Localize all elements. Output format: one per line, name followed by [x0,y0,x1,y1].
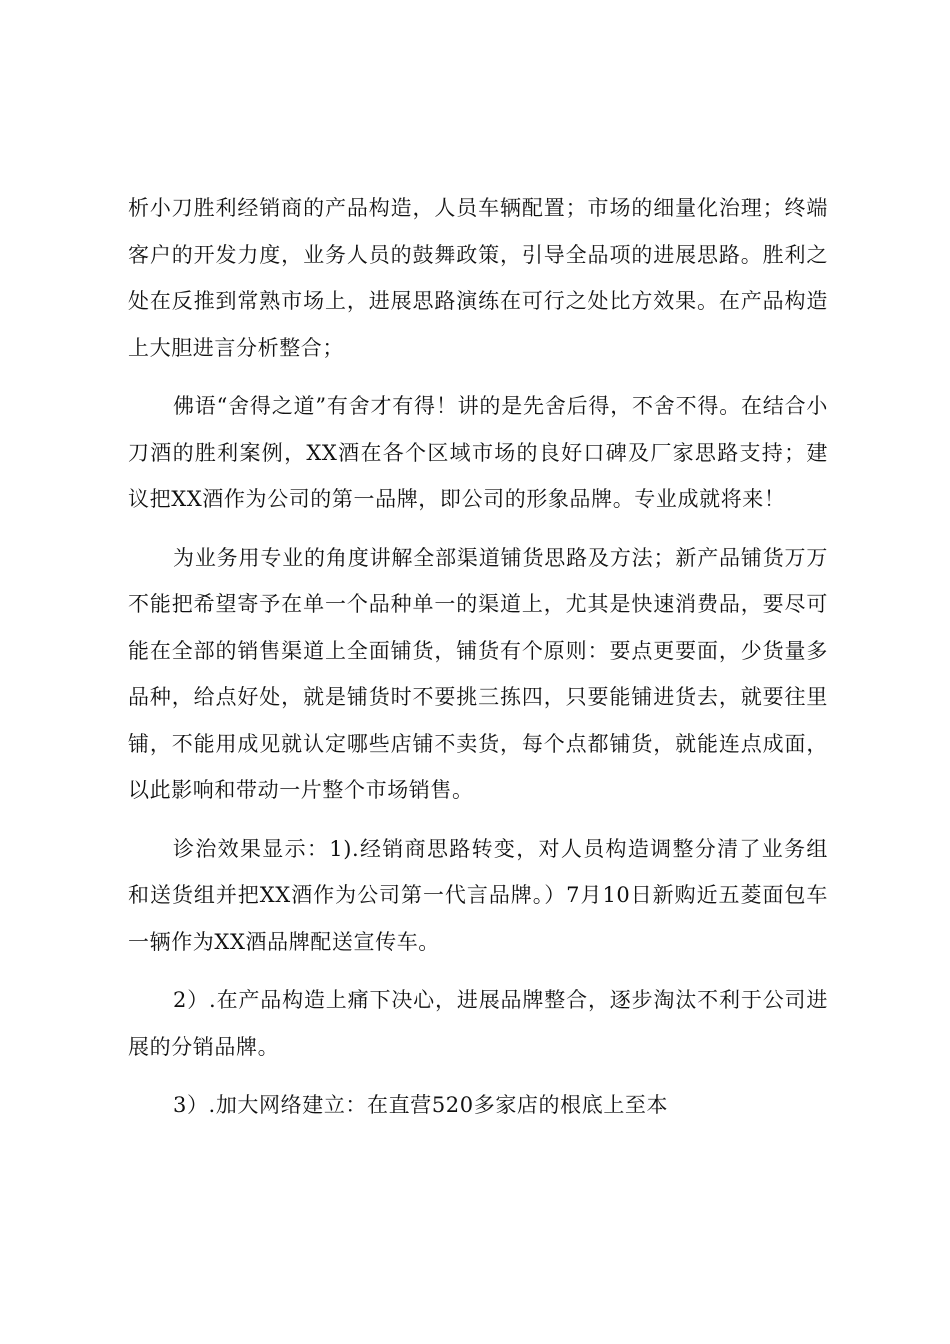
paragraph-distribution-method: 为业务用专业的角度讲解全部渠道铺货思路及方法；新产品铺货万万不能把希望寄予在单一个品种单一的渠道上，尤其是快速消费品，要尽可能在全部的销售渠道上全面铺货，铺货有个原则：要点更要面，少货量多品种，给点好处，就是铺货时不要挑三拣四，只要能铺进货去，就要往里铺，不能用成见就认定哪些店铺不卖货，每个点都铺货，就能连点成面，以此影响和带动一片整个市场销售。 [128,545,828,802]
document-body [128,185,828,1141]
paragraph-product-analysis: 析小刀胜利经销商的产品构造，人员车辆配置；市场的细量化治理；终端客户的开发力度，业务人员的鼓舞政策，引导全品项的进展思路。胜利之处在反推到常熟市场上，进展思路演练在可行之处比方效果。在产品构造上大胆进言分析整合； [128,196,828,360]
paragraph-results-3: 3）.加大网络建立：在直营520多家店的根底上至本 [173,1093,669,1117]
paragraph-results-1: 诊治效果显示：1).经销商思路转变，对人员构造调整分清了业务组和送货组并把XX酒作为公司第一代言品牌。）7月10日新购近五菱面包车一辆作为XX酒品牌配送宣传车。 [128,836,828,954]
paragraph-buddhist-saying: 佛语“舍得之道”有舍才有得！讲的是先舍后得，不舍不得。在结合小刀酒的胜利案例，XX酒在各个区域市场的良好口碑及厂家思路支持；建议把XX酒作为公司的第一品牌，即公司的形象品牌。专业成就将来！ [128,394,828,511]
paragraph-results-2: 2）.在产品构造上痛下决心，进展品牌整合，逐步淘汰不利于公司进展的分销品牌。 [128,988,828,1059]
